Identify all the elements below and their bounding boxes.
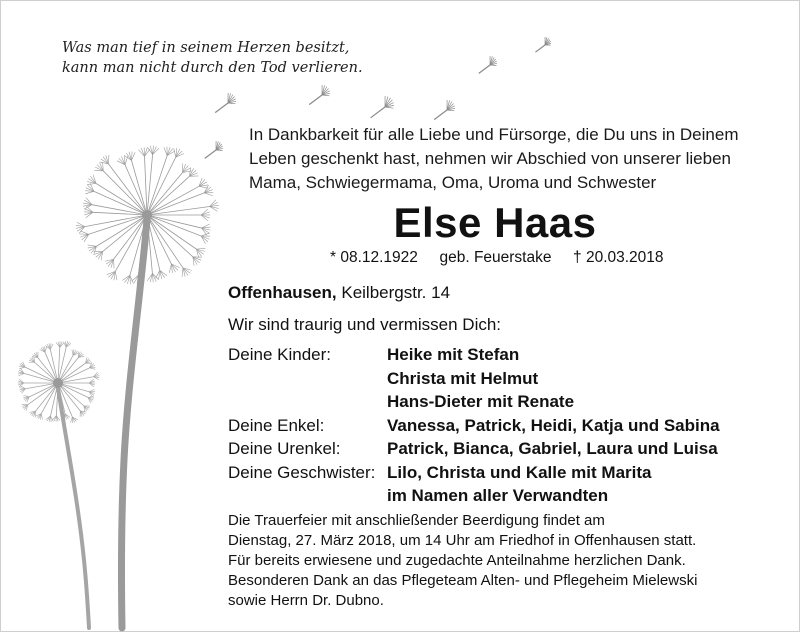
- relative-row: [228, 367, 788, 391]
- closing-line: Für bereits erwiesene und zugedachte Anteilnahme herzlichen Dank.: [228, 552, 686, 569]
- death-date: † 20.03.2018: [573, 249, 664, 266]
- life-dates: [330, 248, 670, 268]
- relative-row: [228, 484, 788, 508]
- mourning-line: Wir sind traurig und vermissen Dich:: [228, 315, 502, 334]
- deceased-name: Else Haas: [393, 199, 597, 246]
- address-street: Keilbergstr. 14: [341, 283, 451, 302]
- relative-label: Deine Enkel:: [228, 415, 325, 435]
- relative-label: Deine Urenkel:: [228, 439, 341, 458]
- intro-text: [249, 123, 789, 195]
- relative-names: Vanessa, Patrick, Heidi, Katja und Sabina: [387, 415, 720, 435]
- address-town: Offenhausen,: [228, 283, 337, 302]
- closing-line: Besonderen Dank an das Pflegeteam Alten- und Pflegeheim Mielewski: [228, 572, 698, 589]
- intro-line: Leben geschenkt hast, nehmen wir Abschied von unserer lieben: [249, 149, 731, 168]
- relative-names: im Namen aller Verwandten: [387, 486, 609, 505]
- memorial-quote: [62, 38, 362, 78]
- relative-names: Christa mit Helmut: [387, 368, 539, 388]
- relatives-list: [228, 343, 788, 508]
- address: [228, 282, 628, 304]
- relative-row: [228, 437, 788, 461]
- quote-line: kann man nicht durch den Tod verlieren.: [62, 60, 363, 76]
- closing-line: Dienstag, 27. März 2018, um 14 Uhr am Friedhof in Offenhausen statt.: [228, 532, 697, 549]
- relative-names: Heike mit Stefan: [387, 345, 520, 364]
- relative-row: [228, 414, 788, 438]
- closing-line: sowie Herrn Dr. Dubno.: [228, 592, 384, 609]
- maiden-name: geb. Feuerstake: [439, 249, 552, 266]
- relative-row: [228, 343, 788, 367]
- dandelion-large-icon: [76, 146, 219, 628]
- quote-line: Was man tief in seinem Herzen besitzt,: [62, 40, 350, 56]
- relative-names: Patrick, Bianca, Gabriel, Laura und Luisa: [387, 439, 718, 458]
- intro-line: In Dankbarkeit für alle Liebe und Fürsorge, die Du uns in Deinem: [249, 125, 739, 144]
- intro-line: Mama, Schwiegermama, Oma, Uroma und Schwester: [249, 173, 657, 192]
- relative-row: [228, 390, 788, 414]
- closing-text: [228, 511, 788, 611]
- relative-names: Lilo, Christa und Kalle mit Marita: [387, 462, 652, 482]
- closing-line: Die Trauerfeier mit anschließender Beerdigung findet am: [228, 512, 605, 529]
- relative-row: [228, 461, 788, 485]
- birth-date: * 08.12.1922: [330, 249, 418, 266]
- dandelion-small-icon: [18, 341, 100, 628]
- relative-label: Deine Geschwister:: [228, 462, 376, 482]
- relative-names: Hans-Dieter mit Renate: [387, 392, 575, 411]
- relative-label: Deine Kinder:: [228, 345, 332, 364]
